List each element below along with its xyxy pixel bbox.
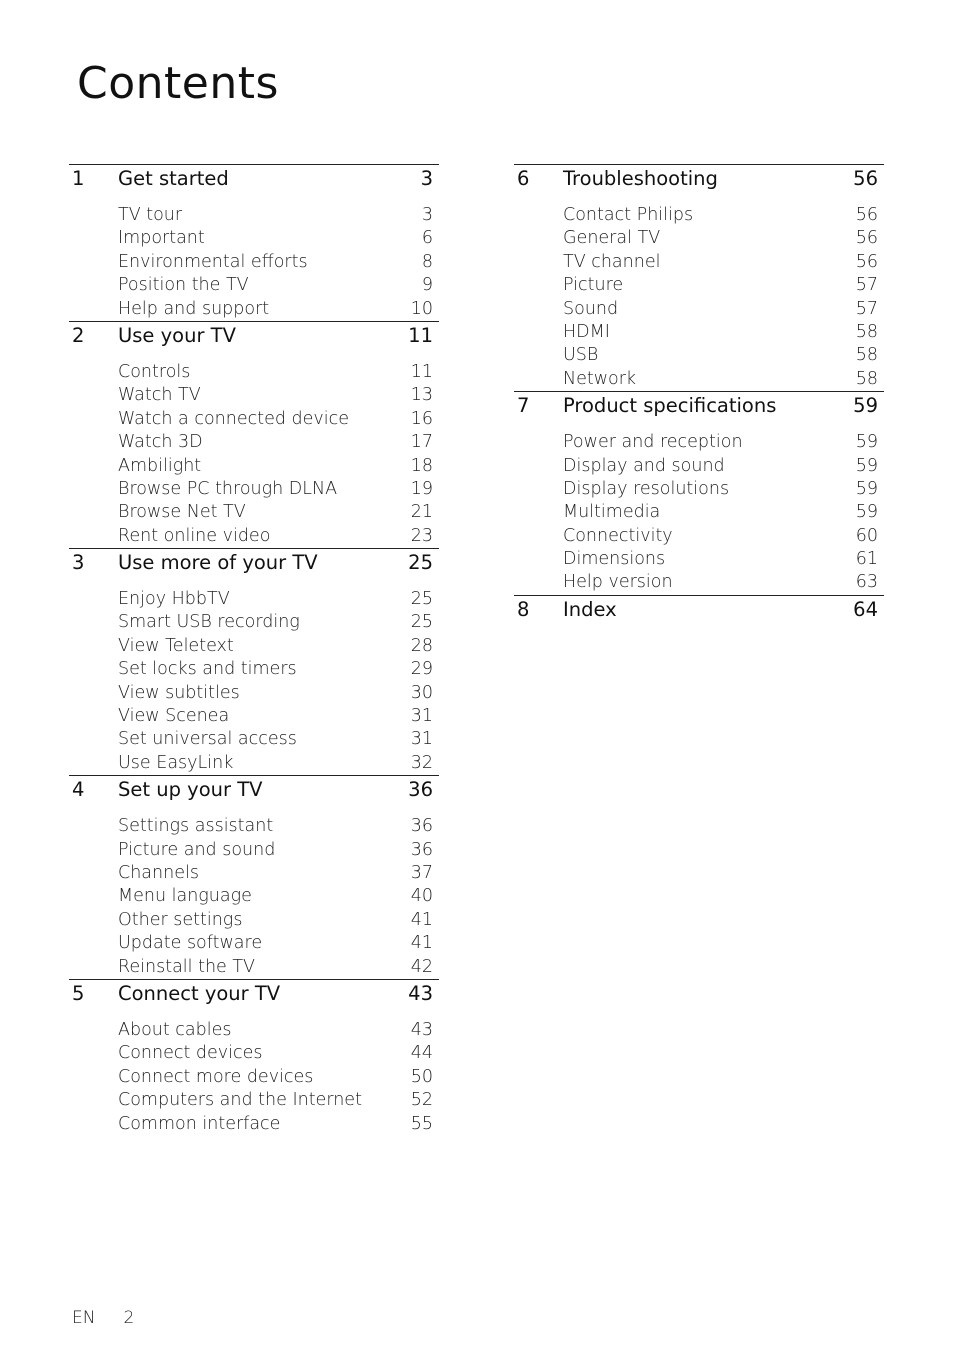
toc-entry[interactable] bbox=[69, 909, 439, 932]
section-item-list bbox=[514, 204, 884, 391]
toc-entry[interactable] bbox=[69, 635, 439, 658]
section-item-list bbox=[514, 431, 884, 595]
section-number: 6 bbox=[517, 167, 530, 190]
toc-section bbox=[514, 164, 884, 391]
entry-title: Watch 3D bbox=[118, 432, 203, 453]
page-footer bbox=[72, 1308, 134, 1328]
entry-page-number: 61 bbox=[855, 549, 878, 570]
toc-entry[interactable] bbox=[514, 431, 884, 454]
toc-entry[interactable] bbox=[514, 298, 884, 321]
toc-entry[interactable] bbox=[514, 525, 884, 548]
entry-title: Dimensions bbox=[563, 549, 666, 570]
section-page-number: 43 bbox=[408, 981, 433, 1005]
entry-page-number: 59 bbox=[855, 478, 878, 499]
section-heading[interactable] bbox=[514, 165, 884, 193]
entry-title: Set universal access bbox=[118, 729, 297, 750]
entry-page-number: 3 bbox=[421, 205, 433, 225]
toc-section bbox=[69, 164, 439, 321]
toc-entry[interactable] bbox=[69, 1089, 439, 1112]
toc-entry[interactable] bbox=[69, 1042, 439, 1065]
toc-entry[interactable] bbox=[514, 571, 884, 594]
section-title: Troubleshooting bbox=[563, 167, 718, 190]
entry-title: Help version bbox=[563, 572, 673, 593]
toc-entry[interactable] bbox=[69, 839, 439, 862]
entry-page-number: 57 bbox=[855, 298, 878, 319]
entry-title: HDMI bbox=[563, 321, 610, 342]
section-page-number: 25 bbox=[408, 551, 433, 575]
toc-section bbox=[514, 391, 884, 595]
entry-title: View Teletext bbox=[118, 635, 234, 656]
entry-page-number: 25 bbox=[410, 589, 433, 610]
entry-page-number: 23 bbox=[410, 525, 433, 546]
toc-entry[interactable] bbox=[69, 525, 439, 548]
section-title: Connect your TV bbox=[118, 981, 281, 1005]
toc-entry[interactable] bbox=[69, 752, 439, 775]
entry-title: Power and reception bbox=[563, 432, 743, 453]
entry-title: Smart USB recording bbox=[118, 612, 300, 633]
toc-section bbox=[69, 979, 439, 1136]
entry-title: Set locks and timers bbox=[118, 659, 297, 680]
section-heading[interactable] bbox=[514, 392, 884, 420]
section-page-number: 56 bbox=[853, 167, 878, 190]
entry-page-number: 58 bbox=[855, 321, 878, 342]
toc-entry[interactable] bbox=[514, 478, 884, 501]
section-heading[interactable] bbox=[69, 776, 439, 804]
entry-page-number: 36 bbox=[410, 816, 433, 837]
section-number: 7 bbox=[517, 394, 530, 418]
entry-page-number: 8 bbox=[421, 251, 433, 272]
toc-entry[interactable] bbox=[514, 368, 884, 391]
entry-page-number: 41 bbox=[410, 933, 433, 954]
entry-page-number: 58 bbox=[855, 368, 878, 389]
section-page-number: 64 bbox=[853, 597, 878, 621]
toc-entry[interactable] bbox=[514, 251, 884, 274]
entry-page-number: 17 bbox=[410, 432, 433, 453]
entry-title: Other settings bbox=[118, 909, 243, 930]
section-heading[interactable] bbox=[69, 980, 439, 1008]
section-heading[interactable] bbox=[69, 549, 439, 577]
toc-entry[interactable] bbox=[69, 227, 439, 250]
entry-page-number: 19 bbox=[410, 478, 433, 499]
entry-title: Settings assistant bbox=[118, 816, 274, 837]
entry-page-number: 10 bbox=[410, 298, 433, 319]
entry-title: Connectivity bbox=[563, 525, 673, 546]
entry-title: Display resolutions bbox=[563, 478, 730, 499]
section-number: 2 bbox=[72, 323, 85, 347]
toc-entry[interactable] bbox=[514, 501, 884, 524]
entry-title: Update software bbox=[118, 933, 263, 954]
entry-title: General TV bbox=[563, 228, 661, 249]
toc-entry[interactable] bbox=[69, 361, 439, 384]
section-title: Set up your TV bbox=[118, 778, 263, 802]
entry-page-number: 32 bbox=[410, 752, 433, 773]
section-title: Product specifications bbox=[563, 394, 777, 418]
toc-entry[interactable] bbox=[69, 705, 439, 728]
entry-title: TV tour bbox=[118, 205, 183, 225]
entry-title: Connect devices bbox=[118, 1043, 263, 1064]
entry-title: Network bbox=[563, 368, 637, 389]
entry-title: Multimedia bbox=[563, 502, 661, 523]
toc-entry[interactable] bbox=[69, 204, 439, 227]
toc-entry[interactable] bbox=[69, 956, 439, 979]
toc-column-left bbox=[69, 164, 439, 1136]
entry-page-number: 25 bbox=[410, 612, 433, 633]
toc-entry[interactable] bbox=[69, 478, 439, 501]
entry-page-number: 28 bbox=[410, 635, 433, 656]
toc-entry[interactable] bbox=[69, 728, 439, 751]
section-heading[interactable] bbox=[514, 596, 884, 624]
toc-entry[interactable] bbox=[514, 455, 884, 478]
toc-entry[interactable] bbox=[69, 1019, 439, 1042]
entry-title: TV channel bbox=[563, 251, 661, 272]
entry-title: Picture and sound bbox=[118, 839, 276, 860]
toc-entry[interactable] bbox=[69, 815, 439, 838]
entry-title: Watch a connected device bbox=[118, 408, 350, 429]
entry-title: Reinstall the TV bbox=[118, 956, 256, 977]
toc-entry[interactable] bbox=[69, 682, 439, 705]
entry-page-number: 18 bbox=[410, 455, 433, 476]
entry-page-number: 63 bbox=[855, 572, 878, 593]
entry-title: Help and support bbox=[118, 298, 270, 319]
entry-page-number: 58 bbox=[855, 345, 878, 366]
toc-entry[interactable] bbox=[69, 658, 439, 681]
entry-page-number: 50 bbox=[410, 1066, 433, 1087]
section-title: Use your TV bbox=[118, 323, 236, 347]
toc-entry[interactable] bbox=[69, 885, 439, 908]
section-item-list bbox=[69, 361, 439, 548]
toc-entry[interactable] bbox=[69, 862, 439, 885]
entry-title: View Scenea bbox=[118, 706, 230, 727]
section-number: 3 bbox=[72, 551, 85, 575]
toc-entry[interactable] bbox=[69, 274, 439, 297]
entry-page-number: 42 bbox=[410, 956, 433, 977]
entry-title: Connect more devices bbox=[118, 1066, 314, 1087]
entry-title: Important bbox=[118, 228, 205, 249]
entry-title: Position the TV bbox=[118, 275, 249, 296]
entry-page-number: 9 bbox=[421, 275, 433, 296]
section-item-list bbox=[69, 588, 439, 775]
toc-entry[interactable] bbox=[514, 274, 884, 297]
entry-title: Browse Net TV bbox=[118, 502, 246, 523]
entry-page-number: 41 bbox=[410, 909, 433, 930]
entry-title: Contact Philips bbox=[563, 205, 694, 225]
toc-section bbox=[69, 775, 439, 979]
entry-title: About cables bbox=[118, 1019, 232, 1040]
section-page-number: 11 bbox=[408, 323, 433, 347]
entry-title: View subtitles bbox=[118, 682, 240, 703]
entry-page-number: 37 bbox=[410, 862, 433, 883]
entry-title: Watch TV bbox=[118, 385, 201, 406]
entry-title: Enjoy HbbTV bbox=[118, 589, 230, 610]
toc-section bbox=[69, 548, 439, 775]
section-item-list bbox=[69, 815, 439, 979]
entry-page-number: 60 bbox=[855, 525, 878, 546]
toc-entry[interactable] bbox=[69, 611, 439, 634]
footer-language: EN bbox=[72, 1308, 96, 1328]
toc-entry[interactable] bbox=[69, 588, 439, 611]
section-page-number: 59 bbox=[853, 394, 878, 418]
entry-page-number: 30 bbox=[410, 682, 433, 703]
toc-entry[interactable] bbox=[69, 1113, 439, 1136]
footer-page-number: 2 bbox=[123, 1308, 135, 1328]
entry-page-number: 59 bbox=[855, 502, 878, 523]
entry-page-number: 59 bbox=[855, 432, 878, 453]
entry-page-number: 55 bbox=[410, 1113, 433, 1134]
entry-title: Channels bbox=[118, 862, 199, 883]
entry-page-number: 16 bbox=[410, 408, 433, 429]
entry-title: Common interface bbox=[118, 1113, 281, 1134]
entry-page-number: 56 bbox=[855, 251, 878, 272]
entry-page-number: 59 bbox=[855, 455, 878, 476]
entry-page-number: 57 bbox=[855, 275, 878, 296]
entry-page-number: 56 bbox=[855, 205, 878, 225]
entry-title: Browse PC through DLNA bbox=[118, 478, 338, 499]
entry-title: Display and sound bbox=[563, 455, 725, 476]
toc-entry[interactable] bbox=[69, 455, 439, 478]
section-title: Get started bbox=[118, 167, 229, 190]
entry-title: Menu language bbox=[118, 886, 252, 907]
toc-entry[interactable] bbox=[69, 1066, 439, 1089]
entry-page-number: 36 bbox=[410, 839, 433, 860]
section-title: Use more of your TV bbox=[118, 551, 318, 575]
section-number: 5 bbox=[72, 981, 85, 1005]
entry-title: Environmental efforts bbox=[118, 251, 308, 272]
toc-entry[interactable] bbox=[69, 408, 439, 431]
toc-entry[interactable] bbox=[514, 204, 884, 227]
entry-title: USB bbox=[563, 345, 599, 366]
toc-entry[interactable] bbox=[69, 501, 439, 524]
section-number: 8 bbox=[517, 597, 530, 621]
toc-entry[interactable] bbox=[69, 298, 439, 321]
entry-page-number: 43 bbox=[410, 1019, 433, 1040]
entry-title: Computers and the Internet bbox=[118, 1090, 362, 1111]
entry-page-number: 13 bbox=[410, 385, 433, 406]
toc-section bbox=[69, 321, 439, 548]
toc-entry[interactable] bbox=[69, 932, 439, 955]
toc-entry[interactable] bbox=[69, 431, 439, 454]
entry-page-number: 40 bbox=[410, 886, 433, 907]
entry-title: Rent online video bbox=[118, 525, 271, 546]
toc-column-right bbox=[514, 164, 884, 624]
entry-title: Ambilight bbox=[118, 455, 202, 476]
toc-entry[interactable] bbox=[514, 321, 884, 344]
entry-title: Picture bbox=[563, 275, 624, 296]
section-heading[interactable] bbox=[69, 165, 439, 193]
section-title: Index bbox=[563, 597, 617, 621]
section-number: 1 bbox=[72, 167, 85, 190]
toc-entry[interactable] bbox=[514, 227, 884, 250]
entry-title: Sound bbox=[563, 298, 619, 319]
toc-entry[interactable] bbox=[69, 251, 439, 274]
section-page-number: 36 bbox=[408, 778, 433, 802]
entry-page-number: 31 bbox=[410, 706, 433, 727]
entry-page-number: 29 bbox=[410, 659, 433, 680]
section-item-list bbox=[69, 1019, 439, 1136]
entry-title: Controls bbox=[118, 361, 191, 382]
section-page-number: 3 bbox=[420, 167, 433, 190]
entry-page-number: 21 bbox=[410, 502, 433, 523]
entry-page-number: 11 bbox=[410, 361, 433, 382]
section-item-list bbox=[69, 204, 439, 321]
entry-title: Use EasyLink bbox=[118, 752, 234, 773]
toc-entry[interactable] bbox=[69, 384, 439, 407]
entry-page-number: 6 bbox=[421, 228, 433, 249]
entry-page-number: 44 bbox=[410, 1043, 433, 1064]
entry-page-number: 56 bbox=[855, 228, 878, 249]
page-title: Contents bbox=[77, 58, 279, 109]
toc-section bbox=[514, 595, 884, 624]
section-heading[interactable] bbox=[69, 322, 439, 350]
entry-page-number: 31 bbox=[410, 729, 433, 750]
section-number: 4 bbox=[72, 778, 85, 802]
toc-entry[interactable] bbox=[514, 548, 884, 571]
toc-entry[interactable] bbox=[514, 344, 884, 367]
entry-page-number: 52 bbox=[410, 1090, 433, 1111]
